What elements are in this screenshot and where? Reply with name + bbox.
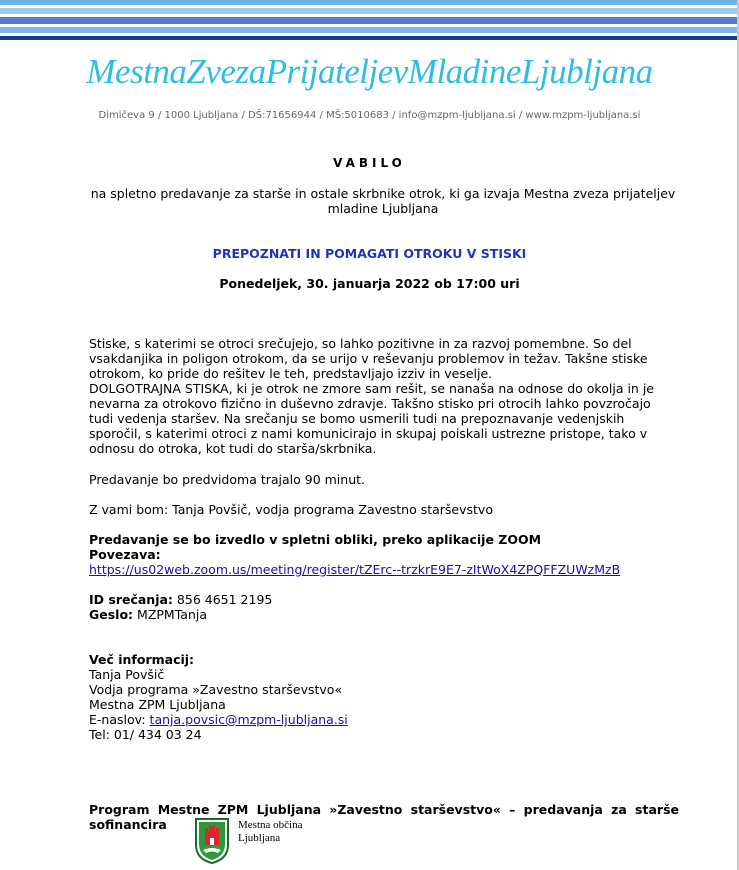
- meeting-id-value: 856 4651 2195: [176, 592, 273, 607]
- email-label: E-naslov:: [89, 712, 146, 727]
- description-line: tudi vedenja staršev. Na srečanju se bomo usmerili tudi na prepoznavanje vedenjskih: [89, 411, 625, 426]
- funding-text-continued: sofinancira: [89, 817, 167, 832]
- lecture-title: PREPOZNATI IN POMAGATI OTROKU V STISKI: [212, 246, 527, 261]
- organization-title: MestnaZvezaPrijateljevMladineLjubljana: [86, 52, 653, 91]
- description-line: vsakdanjika in poligon otrokom, da se urijo v reševanju problemov in težav. Takšne stiske: [89, 351, 648, 366]
- zoom-registration-link[interactable]: https://us02web.zoom.us/meeting/register/tZErc--trzkrE9E7-zItWoX4ZPQFFZUWzMzB: [89, 562, 621, 577]
- duration-text: Predavanje bo predvidoma trajalo 90 minut.: [89, 472, 366, 487]
- organization-address: Dimičeva 9 / 1000 Ljubljana / DŠ:71656944 / MŠ:5010683 / info@mzpm-ljubljana.si / www.mzpm-ljubljana.si: [98, 110, 641, 121]
- funding-footer: [89, 802, 679, 865]
- description-paragraph: [89, 336, 679, 456]
- description-line: otrokom, ko pride do rešitev le teh, predstavljajo izziv in veselje.: [89, 366, 493, 381]
- password-label: Geslo:: [89, 607, 134, 622]
- contact-role: Vodja programa »Zavestno starševstvo«: [89, 682, 343, 697]
- ljubljana-crest-icon: [194, 817, 230, 865]
- zoom-link-label: Povezava:: [89, 547, 161, 562]
- meeting-id-label: ID srečanja:: [89, 592, 173, 607]
- contact-heading: Več informacij:: [89, 652, 195, 667]
- lecture-date: Ponedeljek, 30. januarja 2022 ob 17:00 uri: [219, 276, 520, 291]
- invitation-heading: VABILO: [333, 156, 406, 170]
- zoom-section: [89, 532, 679, 577]
- zoom-format-note: Predavanje se bo izvedlo v spletni obliki, preko aplikacije ZOOM: [89, 532, 542, 547]
- sponsor-name-line: Ljubljana: [238, 832, 281, 844]
- description-line: nevarna za otrokovo fizično in duševno zdravje. Takšno stisko pri otrocih lahko povzročajo: [89, 396, 651, 411]
- description-line: sporočil, s katerimi otroci z nami komunicirajo in skupaj poiskali ustrezne pristope, tako v: [89, 426, 648, 441]
- description-line: DOLGOTRAJNA STISKA, ki je otrok ne zmore sam rešit, se nanaša na odnose do okolja in je: [89, 381, 654, 396]
- contact-organization: Mestna ZPM Ljubljana: [89, 697, 226, 712]
- description-line: Stiske, s katerimi se otroci srečujejo, so lahko pozitivne in za razvoj pomembne. So del: [89, 336, 632, 351]
- contact-name: Tanja Povšič: [89, 667, 165, 682]
- invitation-intro: na spletno predavanje za starše in ostale skrbnike otrok, ki ga izvaja Mestna zveza prijateljev mladine Ljubljana: [90, 186, 676, 216]
- password-value: MZPMTanja: [137, 607, 207, 622]
- sponsor-name-line: Mestna občina: [238, 819, 303, 831]
- contact-section: [89, 652, 679, 742]
- contact-email-link[interactable]: tanja.povsic@mzpm-ljubljana.si: [149, 712, 348, 727]
- funding-text: Program Mestne ZPM Ljubljana »Zavestno starševstvo« – predavanja za starše: [89, 802, 679, 817]
- sponsor-name: [238, 819, 302, 845]
- speaker-text: Z vami bom: Tanja Povšič, vodja programa Zavestno starševstvo: [89, 502, 493, 517]
- contact-phone: Tel: 01/ 434 03 24: [89, 727, 202, 742]
- header-stripes: [0, 0, 739, 42]
- meeting-credentials: [89, 592, 679, 622]
- description-line: odnosu do otroka, kot tudi do starša/skrbnika.: [89, 441, 377, 456]
